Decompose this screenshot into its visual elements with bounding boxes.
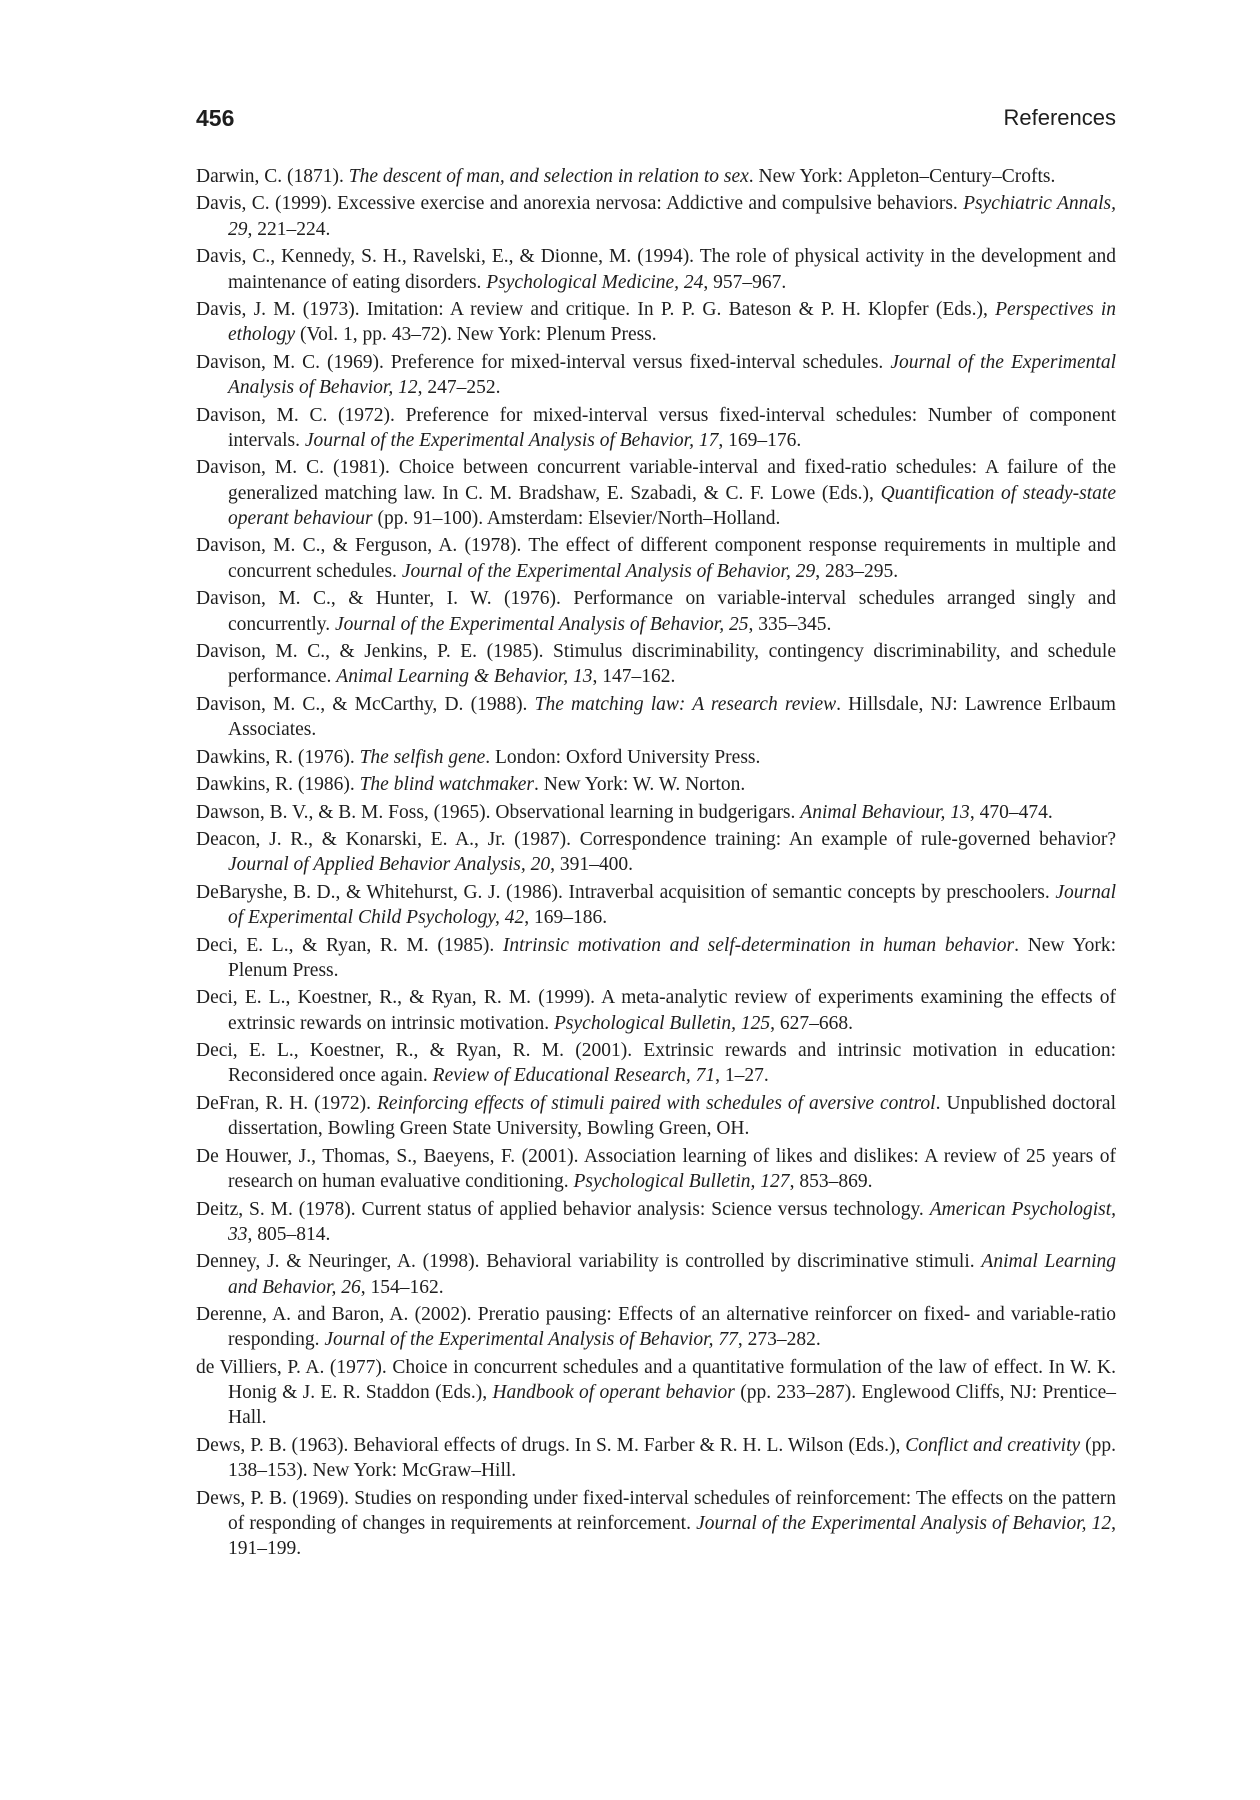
reference-title-italic: Journal of Experimental Child Psychology, 42 (228, 881, 1116, 929)
reference-text: , 283–295. (815, 560, 899, 582)
reference-title-italic: Journal of the Experimental Analysis of Behavior, 12 (696, 1513, 1112, 1535)
reference-text: Deci, E. L., Koestner, R., & Ryan, R. M. (1999). A meta-analytic review of experiments examining the effects of extrinsic rewards on intrinsic motivation. (196, 987, 1116, 1034)
reference-text: . Unpublished doctoral dissertation, Bowling Green State University, Bowling Green, OH. (228, 1092, 1116, 1140)
reference-text: , 169–176. (718, 429, 802, 451)
reference-text: Deacon, J. R., & Konarski, E. A., Jr. (1987). Correspondence training: An example of rule-governed behavior? (196, 829, 1116, 851)
reference-text: Davison, M. C., & Jenkins, P. E. (1985). Stimulus discriminability, contingency discriminability, and schedule performance. (196, 641, 1116, 688)
reference-title-italic: Psychological Bulletin, 127 (573, 1171, 790, 1193)
reference-title-italic: Conflict and creativity (905, 1434, 1081, 1456)
reference-text: , 853–869. (789, 1171, 873, 1193)
reference-title-italic: Animal Behaviour, 13 (800, 801, 970, 823)
reference-entry (196, 827, 1116, 878)
reference-text: , 805–814. (247, 1223, 331, 1245)
reference-entry (196, 403, 1116, 454)
reference-title-italic: The descent of man, and selection in relation to sex (348, 166, 749, 187)
reference-text: , 221–224. (247, 218, 331, 240)
reference-title-italic: Animal Learning and Behavior, 26 (228, 1251, 1116, 1298)
reference-text: , 1–27. (715, 1065, 769, 1087)
reference-entry (196, 692, 1116, 743)
reference-text: Derenne, A. and Baron, A. (2002). Preratio pausing: Effects of an alternative reinforcer on fixed- and variable-ratio responding. (196, 1304, 1116, 1351)
reference-entry (196, 1038, 1116, 1089)
reference-entry (196, 1091, 1116, 1142)
reference-text: , 147–162. (592, 666, 676, 688)
reference-entry (196, 191, 1116, 242)
reference-text: Davison, M. C. (1969). Preference for mixed-interval versus fixed-interval schedules. (196, 351, 891, 373)
reference-text: , 335–345. (748, 613, 832, 635)
reference-title-italic: Handbook of operant behavior (492, 1382, 735, 1404)
reference-text: , 957–967. (703, 271, 787, 293)
reference-text: Davison, M. C. (1972). Preference for mixed-interval versus fixed-interval schedules: Number of component intervals. (196, 404, 1116, 451)
reference-title-italic: Quantification of steady-state operant behaviour (228, 482, 1116, 529)
reference-text: Dews, P. B. (1963). Behavioral effects of drugs. In S. M. Farber & R. H. L. Wilson (Eds.), (196, 1434, 906, 1456)
reference-entry (196, 985, 1116, 1036)
reference-text: Deitz, S. M. (1978). Current status of applied behavior analysis: Science versus technology. (196, 1198, 930, 1220)
page-number: 456 (196, 105, 235, 131)
reference-title-italic: Journal of the Experimental Analysis of Behavior, 12 (228, 351, 1117, 399)
reference-title-italic: Journal of the Experimental Analysis of Behavior, 17 (304, 429, 719, 451)
reference-text: Davis, C. (1999). Excessive exercise and anorexia nervosa: Addictive and compulsive behaviors. (196, 193, 964, 215)
reference-title-italic: Animal Learning & Behavior, 13 (336, 666, 593, 688)
page-header (196, 104, 1116, 136)
reference-text: Davison, M. C., & McCarthy, D. (1988). (196, 693, 535, 715)
reference-text: DeBaryshe, B. D., & Whitehurst, G. J. (1986). Intraverbal acquisition of semantic concepts by preschoolers. (196, 881, 1056, 903)
reference-text: . London: Oxford University Press. (485, 746, 761, 768)
reference-entry (196, 164, 1116, 189)
reference-entry (196, 350, 1116, 401)
reference-text: Dawkins, R. (1976). (196, 746, 360, 768)
reference-text: Davison, M. C., & Ferguson, A. (1978). The effect of different component response requirements in multiple and concurrent schedules. (196, 535, 1116, 582)
reference-text: , 391–400. (550, 854, 633, 876)
reference-text: . New York: W. W. Norton. (533, 774, 746, 796)
reference-entry (196, 933, 1116, 984)
reference-entry (196, 1302, 1116, 1353)
reference-text: Denney, J. & Neuringer, A. (1998). Behavioral variability is controlled by discriminative stimuli. (196, 1251, 982, 1273)
reference-entry (196, 533, 1116, 584)
reference-text: Dawkins, R. (1986). (196, 774, 360, 796)
reference-text: (Vol. 1, pp. 43–72). New York: Plenum Press. (295, 324, 657, 346)
reference-entry (196, 1249, 1116, 1300)
reference-text: (pp. 91–100). Amsterdam: Elsevier/North–Holland. (372, 507, 781, 529)
reference-title-italic: Journal of the Experimental Analysis of Behavior, 77 (324, 1329, 738, 1351)
reference-entry (196, 1197, 1116, 1248)
reference-entry (196, 1486, 1116, 1562)
reference-entry (196, 772, 1116, 797)
reference-entry (196, 1433, 1116, 1484)
reference-entry (196, 244, 1116, 295)
reference-text: (pp. 233–287). Englewood Cliffs, NJ: Prentice–Hall. (228, 1382, 1116, 1429)
reference-title-italic: Psychological Bulletin, 125 (554, 1012, 771, 1034)
reference-entry (196, 297, 1116, 348)
reference-text: DeFran, R. H. (1972). (196, 1092, 377, 1114)
reference-text: . New York: Appleton–Century–Crofts. (748, 166, 1056, 187)
reference-text: . Hillsdale, NJ: Lawrence Erlbaum Associates. (228, 693, 1116, 741)
reference-text: , 191–199. (228, 1513, 1116, 1560)
reference-text: , 470–474. (969, 801, 1053, 823)
reference-text: Davison, M. C. (1981). Choice between concurrent variable-interval and fixed-ratio schedules: A failure of the generalized matching law. In C. M. Bradshaw, E. Szabadi, & C. F. Lowe (Eds.), (196, 457, 1116, 504)
reference-text: Deci, E. L., Koestner, R., & Ryan, R. M. (2001). Extrinsic rewards and intrinsic motivation in education: Reconsidered once again. (196, 1040, 1116, 1087)
reference-title-italic: Psychiatric Annals, 29 (228, 193, 1116, 240)
reference-text: Davis, J. M. (1973). Imitation: A review and critique. In P. P. G. Bateson & P. H. Klopfer (Eds.), (196, 299, 996, 321)
reference-text: , 169–186. (524, 907, 608, 929)
reference-text: Davis, C., Kennedy, S. H., Ravelski, E., & Dionne, M. (1994). The role of physical activity in the development and maintenance of eating disorders. (196, 246, 1116, 293)
reference-text: Dews, P. B. (1969). Studies on responding under fixed-interval schedules of reinforcement: The effects on the pattern of responding of changes in requirements at reinforcement. (196, 1487, 1116, 1535)
reference-entry (196, 586, 1116, 637)
reference-text: . New York: Plenum Press. (228, 934, 1117, 981)
reference-entry (196, 455, 1116, 531)
reference-text: De Houwer, J., Thomas, S., Baeyens, F. (2001). Association learning of likes and dislikes: A review of 25 years of research on human evaluative conditioning. (196, 1145, 1116, 1193)
reference-entry (196, 1144, 1116, 1195)
reference-entry (196, 745, 1116, 770)
reference-text: Davison, M. C., & Hunter, I. W. (1976). Performance on variable-interval schedules arranged singly and concurrently. (196, 588, 1116, 635)
reference-text: , 273–282. (737, 1329, 821, 1351)
reference-title-italic: Reinforcing effects of stimuli paired with schedules of aversive control (377, 1092, 936, 1114)
reference-title-italic: Journal of the Experimental Analysis of Behavior, 25 (335, 613, 749, 635)
reference-title-italic: Psychological Medicine, 24 (486, 271, 704, 293)
reference-title-italic: The selfish gene (359, 746, 486, 768)
reference-text: de Villiers, P. A. (1977). Choice in concurrent schedules and a quantitative formulation of the law of effect. In W. K. Honig & J. E. R. Staddon (Eds.), (196, 1356, 1116, 1404)
reference-text: , 247–252. (417, 377, 501, 399)
reference-title-italic: Intrinsic motivation and self-determination in human behavior (502, 934, 1015, 956)
reference-list (196, 164, 1116, 1564)
reference-entry (196, 880, 1116, 931)
reference-title-italic: The blind watchmaker (359, 774, 534, 796)
reference-entry (196, 639, 1116, 690)
reference-title-italic: The matching law: A research review (534, 693, 837, 715)
reference-title-italic: Perspectives in ethology (228, 299, 1116, 346)
reference-text: , 627–668. (770, 1012, 853, 1034)
reference-text: , 154–162. (360, 1276, 444, 1298)
reference-entry (196, 1355, 1116, 1431)
reference-text: Darwin, C. (1871). (196, 166, 349, 187)
reference-text: Deci, E. L., & Ryan, R. M. (1985). (196, 934, 503, 956)
reference-entry (196, 800, 1116, 825)
reference-title-italic: Journal of Applied Behavior Analysis, 20 (228, 854, 551, 876)
reference-title-italic: Journal of the Experimental Analysis of Behavior, 29 (401, 560, 816, 582)
running-head: References (1003, 105, 1116, 130)
reference-text: (pp. 138–153). New York: McGraw–Hill. (228, 1434, 1116, 1482)
reference-text: Dawson, B. V., & B. M. Foss, (1965). Observational learning in budgerigars. (196, 801, 801, 823)
reference-title-italic: American Psychologist, 33 (228, 1198, 1116, 1245)
reference-title-italic: Review of Educational Research, 71 (432, 1065, 716, 1087)
